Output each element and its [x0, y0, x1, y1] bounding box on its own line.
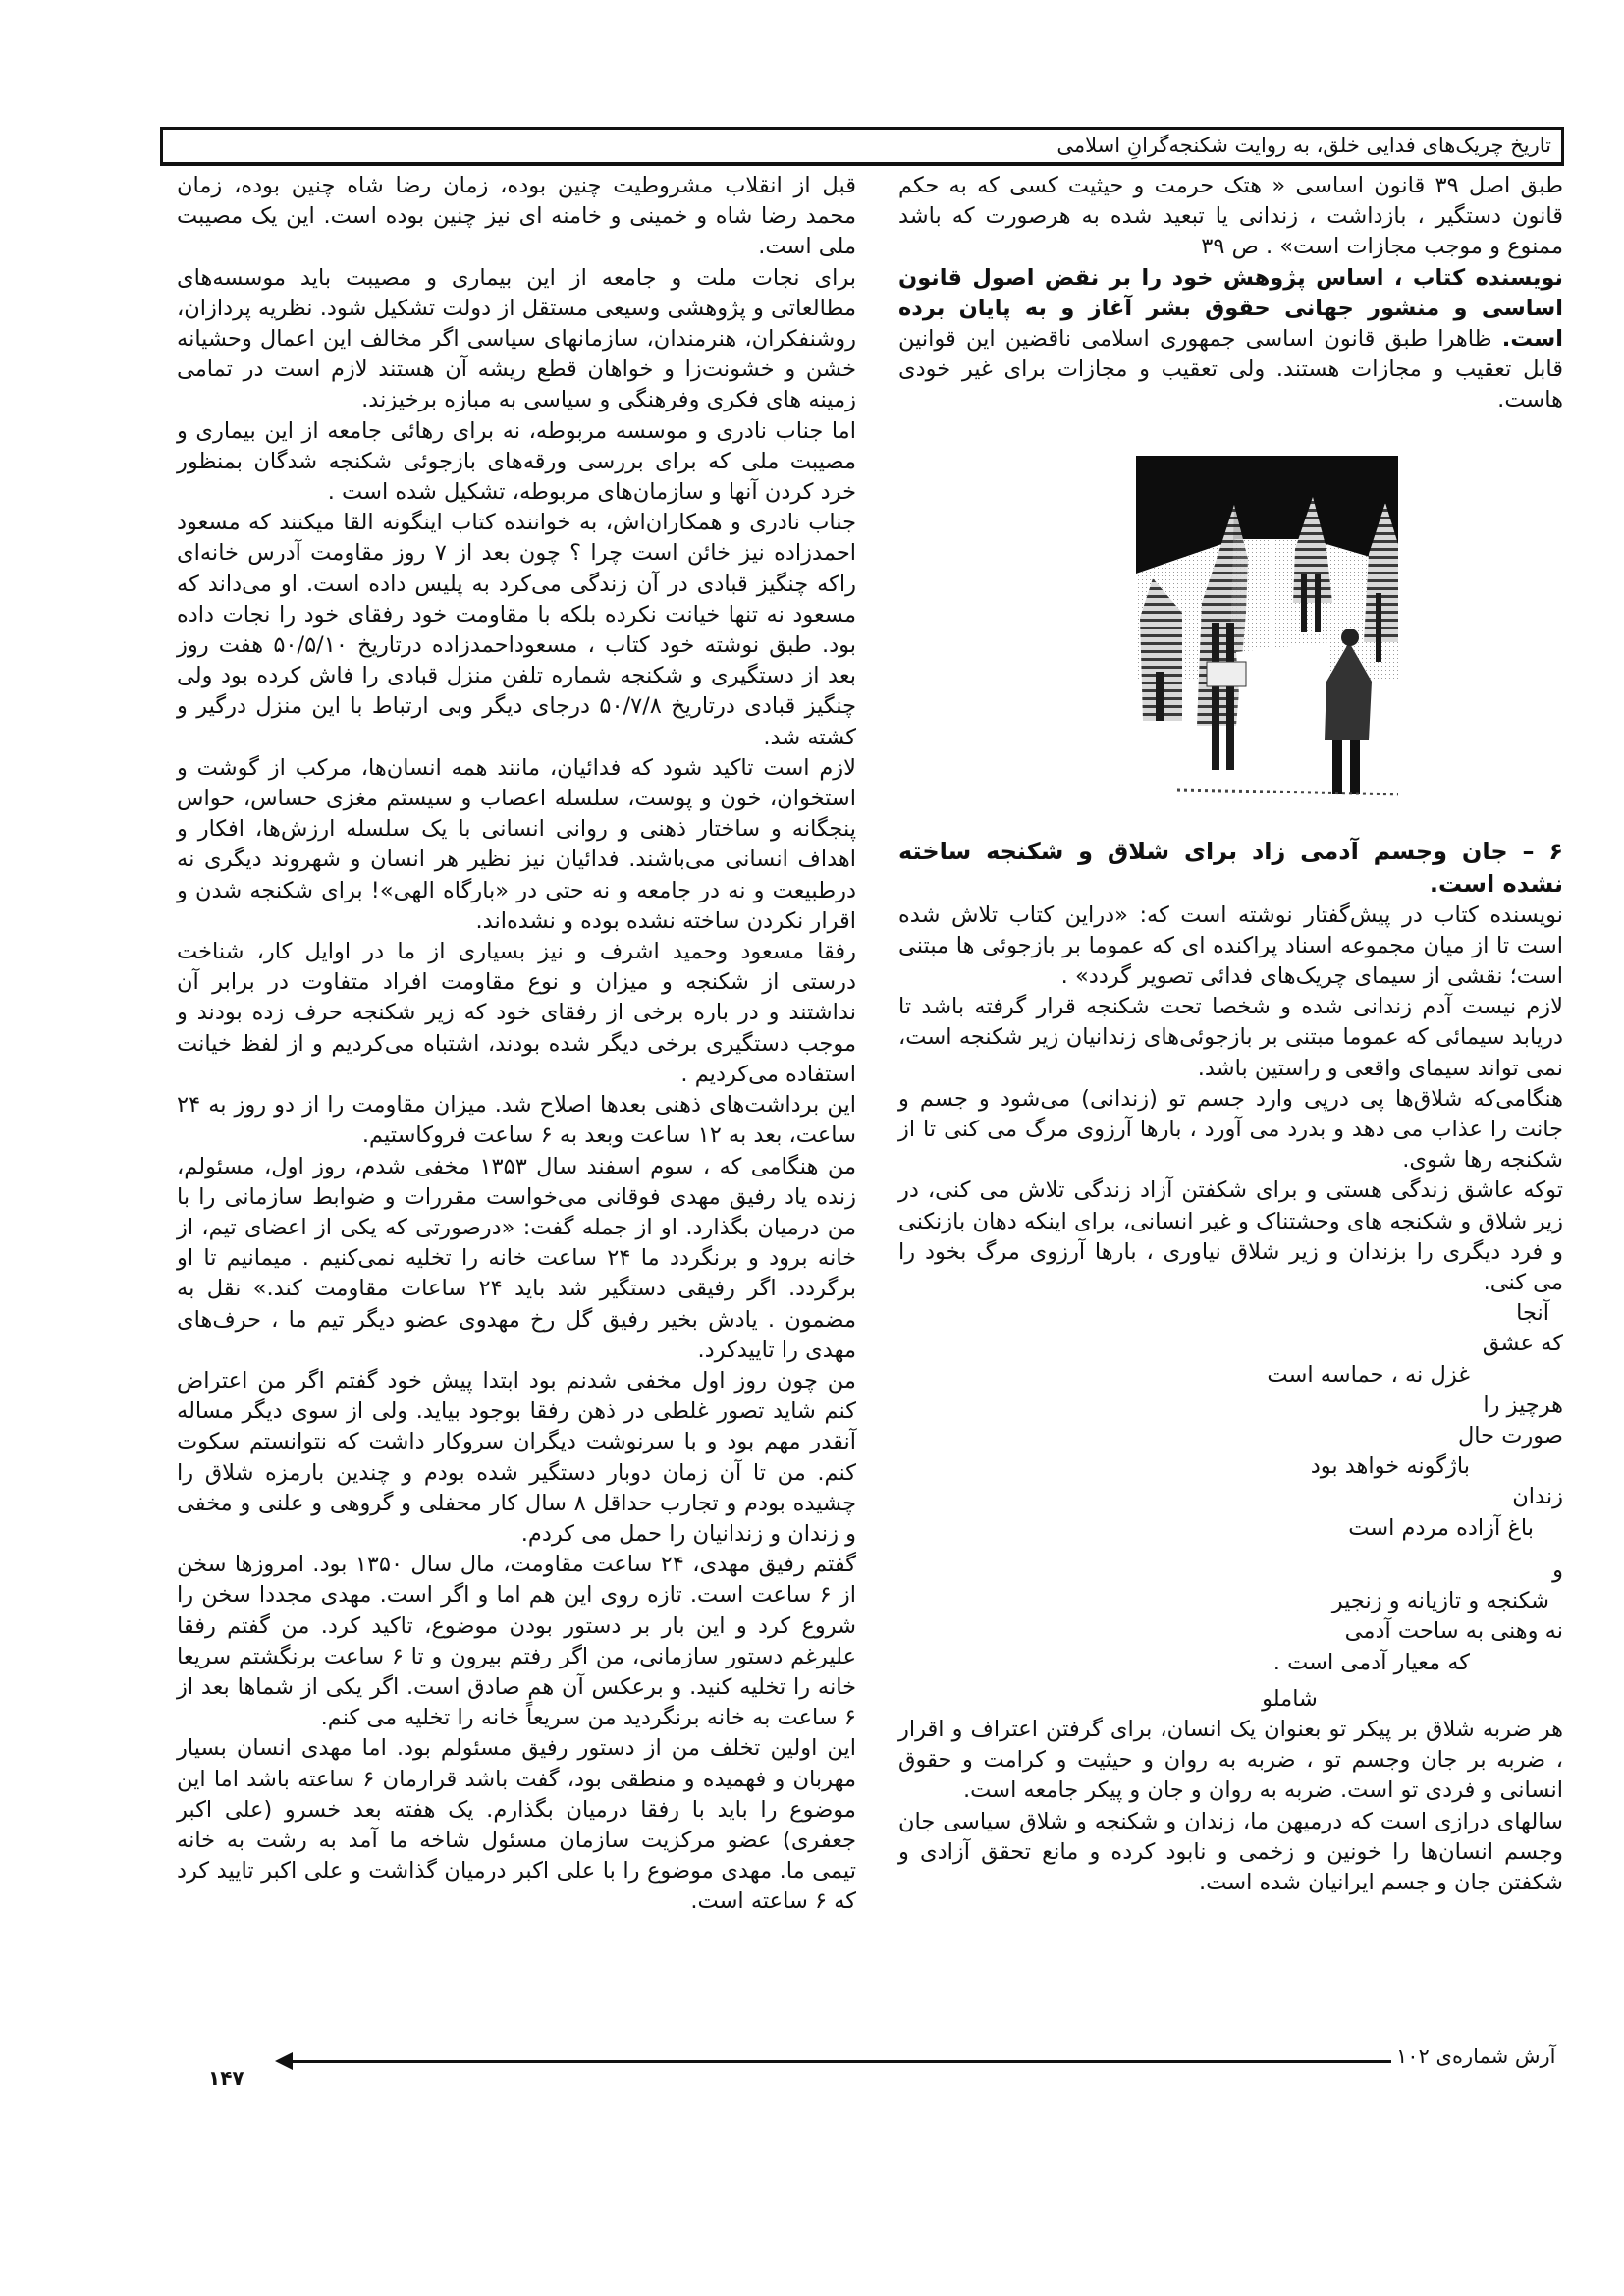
poem-line: نه وهنی به ساحت آدمی — [1344, 1618, 1563, 1645]
white-block — [1236, 642, 1334, 794]
poem-line: هرچیز را — [1483, 1392, 1563, 1418]
running-header — [160, 127, 1564, 166]
poem-line: صورت حال — [1457, 1423, 1563, 1449]
issue-label: آرش شماره‌ی ۱۰۲ — [1396, 2045, 1556, 2068]
footer-rule — [287, 2060, 1391, 2063]
page-footer — [196, 2043, 1571, 2102]
poem-line: آنجا — [1516, 1300, 1549, 1327]
paragraph: نویسنده کتاب در پیش‌گفتار نوشته است که: «دراین کتاب تلاش شده است تا از میان مجموعه اسناد پراکنده ای که عموما بر بازجوئی ها مبتنی است؛ نقشی از سیمای چریک‌های فدائی تصویر گردد» . — [898, 902, 1563, 990]
paragraph: هنگامی‌که شلاق‌ها پی درپی وارد جسم تو (زندانی) می‌شود و جسم و جانت را عذاب می دهد و بدرد می آورد ، بارها آرزوی مرگ می کنی تا از شکنجه رها شوی. — [898, 1085, 1563, 1174]
paragraph: سالهای درازی است که درمیهن ما، زندان و شکنجه و شلاق سیاسی جان وجسم انسان‌ها را خونین و زخمی و نابود کرده و مانع تحقق آزادی و شکفتن جان و جسم ایرانیان شده است. — [898, 1808, 1563, 1895]
paragraph: رفقا مسعود وحمید اشرف و نیز بسیاری از ما در اوایل کار، شناخت درستی از شکنجه و میزان و نوع مقاومت افراد متفاوت در برابر آن نداشتند و در باره برخی از رفقای خود که زیر شکنجه حرف زده بودند و موجب دستگیری برخی دیگر شده بودند، اشتباه می‌کردیم و از لفظ خیانت استفاده می‌کردیم . — [177, 939, 856, 1087]
section-heading: ۶ – جان وجسم آدمی زاد برای شلاق و شکنجه ساخته نشده است. — [898, 837, 1563, 898]
paragraph-text: ظاهرا طبق قانون اساسی جمهوری اسلامی ناقضین این قوانین قابل تعقیب و مجازات هستند. ولی تعقیب و مجازات برای غیر خودی هاست. — [898, 326, 1563, 413]
poem-line: غزل نه ، حماسه است — [1267, 1361, 1470, 1388]
paragraph: اما جناب نادری و موسسه مربوطه، نه برای رهائی جامعه از این بیماری و مصیبت ملی که برای بررسی ورقه‌های بازجوئی شکنجه شدگان بمنظور خرد کردن آنها و سازمان‌های مربوطه، تشکیل شده است . — [177, 417, 856, 506]
paragraph: لازم نیست آدم زندانی شده و شخصا تحت شکنجه قرار گرفته باشد تا دریابد سیمائی که عموما مبتنی بر بازجوئی‌های زندانیان زیر شکنجه است، نمی تواند سیمای واقعی و راستین باشد. — [898, 994, 1563, 1081]
paragraph: توکه عاشق زندگی هستی و برای شکفتن آزاد زندگی تلاش می کنی، در زیر شلاق و شکنجه های وحشتناک و غیر انسانی، برای اینکه دهان بازنکنی و فرد دیگری را بزندان و زیر شلاق نیاوری ، بارها آرزوی مرگ بخود را می کنی. — [898, 1177, 1563, 1296]
poem-line: شکنجه و تازیانه و زنجیر — [1331, 1588, 1549, 1614]
paragraph — [898, 263, 1563, 416]
paragraph: طبق اصل ۳۹ قانون اساسی « هتک حرمت و حیثیت کسی که به حکم قانون دستگیر ، بازداشت ، زندانی یا تبعید شده به هرصورت که باشد ممنوع و موجب مجازات است» . ص ۳۹ — [898, 173, 1564, 260]
paragraph: برای نجات ملت و جامعه از این بیماری و مصیبت باید موسسه‌های مطالعاتی و پژوهشی وسیعی مستقل از دولت تشکیل شود. نظریه پردازان، روشنفکران، هنرمندان، سازمانهای سیاسی اگر مخالف این اعمال وحشیانه خشن و خشونت‌زا و خواهان قطع ریشه آن هستند لازم است در تمامی زمینه های فکری وفرهنگی و سیاسی به مبازه برخیزند. — [177, 264, 856, 413]
paragraph: لازم است تاکید شود که فدائیان، مانند همه انسان‌ها، مرکب از گوشت و استخوان، خون و پوست، سلسله اعصاب و سیستم مغزی حساس، حواس پنجگانه و ساختار ذهنی و روانی انسانی با یک سلسله ارزش‌ها، افکار و اهداف انسانی می‌باشند. فدائیان نیز نظیر هر انسان و شهروند دیگری نه درطبیعت و نه در جامعه و نه حتی در «بارگاه الهی»! برای شکنجه شدن و اقرار نکردن ساخته نشده بوده و نشده‌اند. — [177, 754, 856, 934]
poem-line: زندان — [1512, 1484, 1563, 1510]
paragraph: من هنگامی که ، سوم اسفند سال ۱۳۵۳ مخفی شدم، روز اول، مسئولم، زنده یاد رفیق مهدی فوقانی می‌خواست مقررات و ضوابط سازمانی را با من درمیان بگذارد. او از جمله گفت: «درصورتی که یکی از اعضای تیم، از خانه برود و برنگردد ما ۲۴ ساعت خانه را تخلیه نمی‌کنیم . میمانیم تا او برگردد. اگر رفیقی دستگیر شد باید ۲۴ ساعات مقاومت کند.» نقل به مضمون . یادش بخیر رفیق گل رخ مهدوی عضو دیگر تیم ما ، حرف‌های مهدی را تاییدکرد. — [177, 1153, 856, 1363]
paragraph: جناب نادری و همکاران‌اش، به خواننده کتاب اینگونه القا میکنند که مسعود احمدزاده نیز خائن است چرا ؟ چون بعد از ۷ روز مقاومت آدرس خانه‌ای راکه چنگیز قبادی در آن زندگی می‌کرد به پلیس داده است. او می‌داند که مسعود نه تنها خیانت نکرده بلکه با مقاومت خود رفقای خود را نجات داده بود. طبق نوشته خود کتاب ، مسعوداحمدزاده درتاریخ ۵۰/۵/۱۰ هفت روز بعد از دستگیری و شکنجه شماره تلفن منزل قبادی را فاش کرده بود ولی چنگیز قبادی درتاریخ ۵۰/۷/۸ درجای دیگر وبی ارتباط با این منزل درگیر و کشته شد. — [177, 510, 857, 750]
paragraph: من چون روز اول مخفی شدنم بود ابتدا پیش خود گفتم اگر من اعتراض کنم شاید تصور غلطی در ذهن رفقا بوجود بیاید. ولی از سوی دیگر مساله آنقدر مهم بود و با سرنوشت دیگران سروکار داشت که نتوانستم سکوت کنم. من تا آن زمان دوبار دستگیر شده بودم و چندین بارمزه شلاق را چشیده بودم و تجارب حداقل ۸ سال کار محفلی و گروهی و علنی و مخفی و زندان و زندانیان را حمل می کردم. — [177, 1367, 856, 1547]
illustration-image — [1118, 446, 1398, 824]
right-column — [898, 171, 1563, 1898]
paragraph: قبل از انقلاب مشروطیت چنین بوده، زمان رضا شاه چنین بوده، زمان محمد رضا شاه و خمینی و خامنه ای نیز چنین بوده است. این یک مصیبت ملی است. — [177, 173, 856, 260]
left-column — [177, 171, 856, 1918]
poem-line: و — [1552, 1557, 1563, 1583]
illustration-figure — [1118, 446, 1398, 824]
page-number: ۱۴۷ — [208, 2066, 244, 2090]
poem-line: باغ آزاده مردم است — [1348, 1514, 1534, 1541]
paragraph: هر ضربه شلاق بر پیکر تو بعنوان یک انسان، برای گرفتن اعتراف و اقرار ، ضربه بر جان وجسم تو ، ضربه به روان و حیثیت و کرامت و حقوق انسانی و فردی تو است. ضربه به روان و جان و پیکر جامعه است. — [898, 1716, 1563, 1804]
poem-author: شاملو — [1262, 1685, 1318, 1712]
poem-line: باژگونه خواهد بود — [1310, 1453, 1470, 1480]
paragraph: گفتم رفیق مهدی، ۲۴ ساعت مقاومت، مال سال ۱۳۵۰ بود. امروزها سخن از ۶ ساعت است. تازه روی این هم اما و اگر است. مهدی مجددا سخن را شروع کرد و این بار بر دستور بودن موضوع، تاکید کرد. من گفتم رفقا علیرغم دستور سازمانی، من اگر رفتم بیرون و تا ۶ ساعت برنگشتم سریعا خانه را تخلیه کنید. و برعکس آن هم صادق است. اگر یکی از شماها بعد از ۶ ساعت به خانه برنگردید من سریعاً خانه را تخلیه می کنم. — [177, 1552, 856, 1731]
running-header-title: تاریخ چریک‌های فدایی خلق، به روایت شکنجه‌گرانِ اسلامی — [1056, 134, 1551, 157]
paragraph: این برداشت‌های ذهنی بعدها اصلاح شد. میزان مقاومت را از دو روز به ۲۴ ساعت، بعد به ۱۲ ساعت وبعد به ۶ ساعت فروکاستیم. — [177, 1092, 856, 1149]
paragraph: این اولین تخلف من از دستور رفیق مسئولم بود. اما مهدی انسان بسیار مهربان و فهمیده و منطقی بود، گفت باشد قرارمان ۶ ساعته باشد اما این موضوع را باید با رفقا درمیان بگذارم. یک هفته بعد خسرو (علی اکبر جعفری) عضو مرکزیت سازمان مسئول شاخه ما آمد به رشت به خانه تیمی ما. مهدی موضوع را با علی اکبر درمیان گذاشت و علی اکبر تایید کرد که ۶ ساعته است. — [177, 1735, 856, 1915]
bold-statement: نویسنده کتاب ، اساس پژوهش خود را بر نقض اصول قانون اساسی و منشور جهانی حقوق بشر آغاز و به پایان برده است. — [898, 264, 1563, 353]
poem — [898, 1298, 1563, 1715]
poem-line: که معیار آدمی است . — [1272, 1649, 1470, 1675]
poem-line: که عشق — [1482, 1331, 1563, 1357]
